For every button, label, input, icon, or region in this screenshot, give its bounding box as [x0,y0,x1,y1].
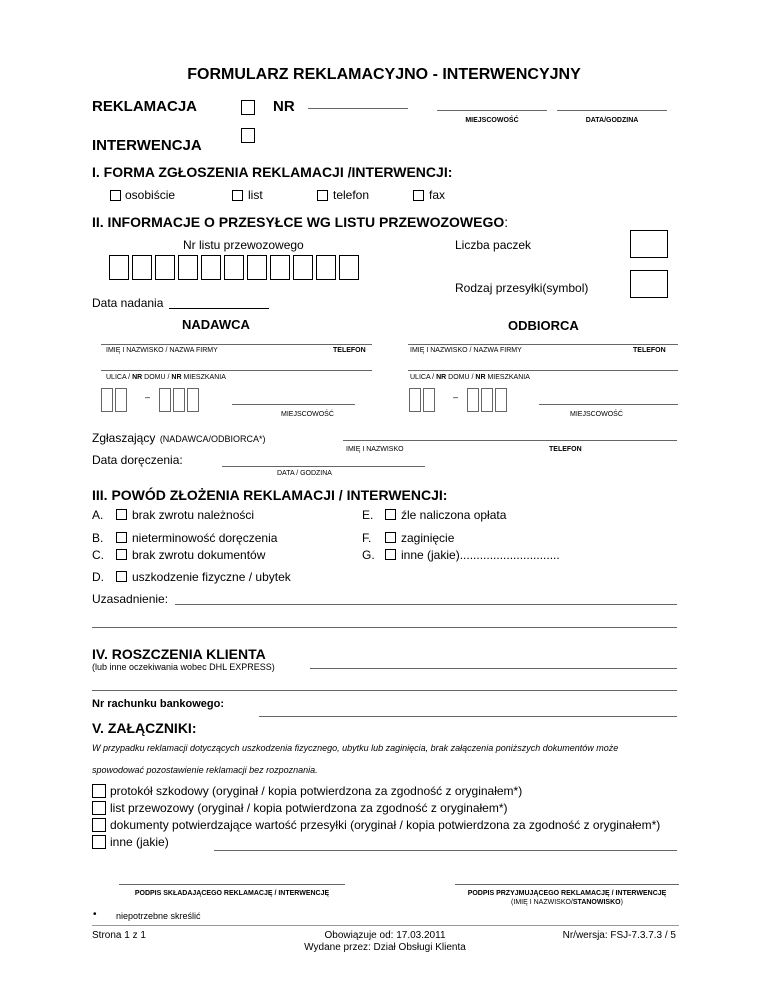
signature-right-line[interactable] [455,884,679,885]
zglaszajacy-telefon-caption: TELEFON [549,446,582,453]
footer-page: Strona 1 z 1 [92,930,146,941]
reason-g-letter: G. [362,548,375,562]
nadawca-street-caption-pre: ULICA / [106,374,131,381]
nr-listu-digit-box[interactable] [178,255,198,280]
uzasadnienie-field-2[interactable] [92,627,677,628]
miejscowosc-field[interactable] [437,110,547,111]
rodzaj-label: Rodzaj przesyłki(symbol) [455,281,589,295]
zglaszajacy-field[interactable] [343,440,677,441]
reason-g-checkbox[interactable] [385,549,396,560]
odbiorca-street-caption-nr2: NR [475,374,486,381]
postcode-digit-box[interactable] [173,388,185,412]
zglaszajacy-note: (NADAWCA/ODBIORCA*) [159,434,266,444]
nadawca-street-caption-mid: DOMU / [144,374,170,381]
reklamacja-label: REKLAMACJA [92,98,197,115]
liczba-paczek-box[interactable] [630,230,668,258]
nr-listu-digit-box[interactable] [201,255,221,280]
reason-f-checkbox[interactable] [385,532,396,543]
nadawca-telefon-caption: TELEFON [333,347,366,354]
nr-listu-digit-box[interactable] [155,255,175,280]
attachment-2-label: list przewozowy (oryginał / kopia potwierdzona za zgodność z oryginałem*) [110,801,508,815]
attachment-2-checkbox[interactable] [92,801,106,815]
nadawca-street-caption-nr2: NR [171,374,182,381]
reason-b-label: nieterminowość doręczenia [132,531,278,545]
postcode-digit-box[interactable] [495,388,507,412]
signature-right-sub-bold: STANOWISKO [572,899,621,906]
data-godzina-caption: DATA/GODZINA [585,117,639,124]
footer-issued: Wydane przez: Dział Obsługi Klienta [304,942,466,953]
odbiorca-name-field[interactable] [408,344,678,345]
nadawca-name-caption: IMIĘ I NAZWISKO / NAZWA FIRMY [106,347,218,354]
signature-left-line[interactable] [119,884,345,885]
attachment-4-label: inne (jakie) [110,835,169,849]
postcode-digit-box[interactable] [423,388,435,412]
footer-version: Nr/wersja: FSJ-7.3.7.3 / 5 [562,930,676,941]
attachment-other-field[interactable] [214,850,677,851]
postcode-digit-box[interactable] [467,388,479,412]
section5-note-2: spowodować pozostawienie reklamacji bez rozpoznania. [92,765,318,775]
reason-b-checkbox[interactable] [116,532,127,543]
zglaszajacy-row [92,429,265,447]
checkbox-osobiscie[interactable] [110,190,121,201]
footer-valid: Obowiązuje od: 17.03.2011 [324,930,446,941]
reason-a-letter: A. [92,508,104,522]
nr-listu-digit-box[interactable] [270,255,290,280]
signature-right-caption: PODPIS PRZYJMUJĄCEGO REKLAMACJĘ / INTERWENCJĘ [467,890,667,897]
data-doreczenia-field[interactable] [222,466,425,467]
reason-f-label: zaginięcie [401,531,455,545]
nr-rachunku-label: Nr rachunku bankowego: [92,698,225,710]
odbiorca-street-caption-post: MIESZKANIA [487,374,530,381]
reason-c-letter: C. [92,548,104,562]
reason-d-label: uszkodzenie fizyczne / ubytek [132,570,291,584]
nadawca-street-caption-nr: NR [132,374,143,381]
section4-subtitle: (lub inne oczekiwania wobec DHL EXPRESS) [92,662,275,672]
reason-a-label: brak zwrotu należności [132,508,255,522]
zglaszajacy-name-caption: IMIĘ I NAZWISKO [346,446,404,453]
reason-c-label: brak zwrotu dokumentów [132,548,266,562]
attachment-1-label: protokół szkodowy (oryginał / kopia potwierdzona za zgodność z oryginałem*) [110,784,523,798]
section3-title: III. POWÓD ZŁOŻENIA REKLAMACJI / INTERWENCJI: [92,487,448,503]
section5-note-1: W przypadku reklamacji dotyczących uszkodzenia fizycznego, ubytku lub zaginięcia, brak załączenia poniższych dokumentów może [92,743,619,753]
nr-rachunku-field[interactable] [259,716,677,717]
footer-divider [92,925,679,926]
footnote-text: niepotrzebne skreślić [116,911,201,921]
checkbox-telefon[interactable] [317,190,328,201]
postcode-digit-box[interactable] [101,388,113,412]
nr-listu-digit-box[interactable] [339,255,359,280]
liczba-paczek-label: Liczba paczek [455,238,532,252]
data-nadania-field[interactable] [169,308,269,309]
reason-c-checkbox[interactable] [116,549,127,560]
section1-title: I. FORMA ZGŁOSZENIA REKLAMACJI /INTERWENCJI: [92,164,453,180]
attachment-3-label: dokumenty potwierdzające wartość przesyłki (oryginał / kopia potwierdzona za zgodność z oryginałem*) [110,818,661,832]
nadawca-street-caption-post: MIESZKANIA [183,374,226,381]
label-fax: fax [429,188,446,202]
nadawca-city-field[interactable] [232,404,355,405]
label-list: list [248,188,263,202]
attachment-3-checkbox[interactable] [92,818,106,832]
nr-label: NR [273,98,295,115]
odbiorca-heading: ODBIORCA [508,318,579,333]
nadawca-street-caption [106,374,226,381]
odbiorca-city-field[interactable] [539,404,678,405]
nr-listu-digit-box[interactable] [224,255,244,280]
data-godzina-field[interactable] [557,110,667,111]
signature-right-subcaption [455,899,679,906]
odbiorca-street-caption-mid: DOMU / [448,374,474,381]
odbiorca-street-caption [410,374,530,381]
nr-listu-digit-box[interactable] [316,255,336,280]
section2-colon: : [504,214,509,230]
form-title: FORMULARZ REKLAMACYJNO - INTERWENCYJNY [187,66,581,83]
nadawca-street-field[interactable] [101,370,372,371]
postcode-digit-box[interactable] [115,388,127,412]
postcode-digit-box[interactable] [481,388,493,412]
nr-listu-digit-box[interactable] [293,255,313,280]
data-doreczenia-caption: DATA / GODZINA [277,470,332,477]
reason-f-letter: F. [362,531,372,545]
signature-left-caption: PODPIS SKŁADAJĄCEGO REKLAMACJĘ / INTERWENCJĘ [134,890,330,897]
reason-g-label: inne (jakie).............................. [401,548,560,562]
uzasadnienie-label: Uzasadnienie: [92,592,169,606]
reklamacja-checkbox[interactable] [241,100,255,115]
reason-a-checkbox[interactable] [116,509,127,520]
odbiorca-street-field[interactable] [408,370,678,371]
postcode-digit-box[interactable] [409,388,421,412]
nr-listu-digit-box[interactable] [109,255,129,280]
interwencja-label: INTERWENCJA [92,137,202,154]
nr-listu-label: Nr listu przewozowego [183,238,304,252]
odbiorca-street-caption-nr: NR [436,374,447,381]
reason-d-letter: D. [92,570,104,584]
nr-listu-digit-box[interactable] [247,255,267,280]
postcode-digit-box[interactable] [159,388,171,412]
reason-d-checkbox[interactable] [116,571,127,582]
zglaszajacy-label: Zgłaszający [92,431,156,445]
footnote-bullet: • [93,909,97,920]
section2-heading [92,214,508,232]
data-doreczenia-label: Data doręczenia: [92,453,183,467]
section5-title: V. ZAŁĄCZNIKI: [92,720,197,736]
nadawca-name-field[interactable] [101,344,372,345]
attachment-4-checkbox[interactable] [92,835,106,849]
odbiorca-city-caption: MIEJSCOWOŚĆ [570,411,623,418]
nadawca-postcode-dash: – [145,392,151,402]
nr-listu-digit-box[interactable] [132,255,152,280]
signature-right-sub-pre: (IMIĘ I NAZWISKO/ [511,899,573,906]
checkbox-list[interactable] [232,190,243,201]
odbiorca-street-caption-pre: ULICA / [410,374,435,381]
label-telefon: telefon [333,188,370,202]
reason-e-letter: E. [362,508,374,522]
reason-e-checkbox[interactable] [385,509,396,520]
label-osobiscie: osobiście [125,188,176,202]
reason-b-letter: B. [92,531,104,545]
data-nadania-label: Data nadania [92,296,164,310]
interwencja-checkbox[interactable] [241,128,255,143]
checkbox-fax[interactable] [413,190,424,201]
nadawca-heading: NADAWCA [182,317,250,332]
attachment-1-checkbox[interactable] [92,784,106,798]
roszczenia-field-2[interactable] [92,690,677,691]
odbiorca-telefon-caption: TELEFON [633,347,666,354]
roszczenia-field-1[interactable] [310,668,677,669]
section2-title: II. INFORMACJE O PRZESYŁCE WG LISTU PRZEWOZOWEGO [92,214,505,230]
miejscowosc-caption: MIEJSCOWOŚĆ [465,117,519,124]
rodzaj-box[interactable] [630,270,668,298]
nr-field[interactable] [308,108,408,109]
section4-title: IV. ROSZCZENIA KLIENTA [92,646,266,662]
postcode-digit-box[interactable] [187,388,199,412]
odbiorca-postcode-dash: – [453,392,459,402]
uzasadnienie-field-1[interactable] [175,604,677,605]
signature-right-sub-post: ) [620,899,623,906]
reason-e-label: źle naliczona opłata [401,508,507,522]
odbiorca-name-caption: IMIĘ I NAZWISKO / NAZWA FIRMY [410,347,522,354]
nadawca-city-caption: MIEJSCOWOŚĆ [281,411,334,418]
